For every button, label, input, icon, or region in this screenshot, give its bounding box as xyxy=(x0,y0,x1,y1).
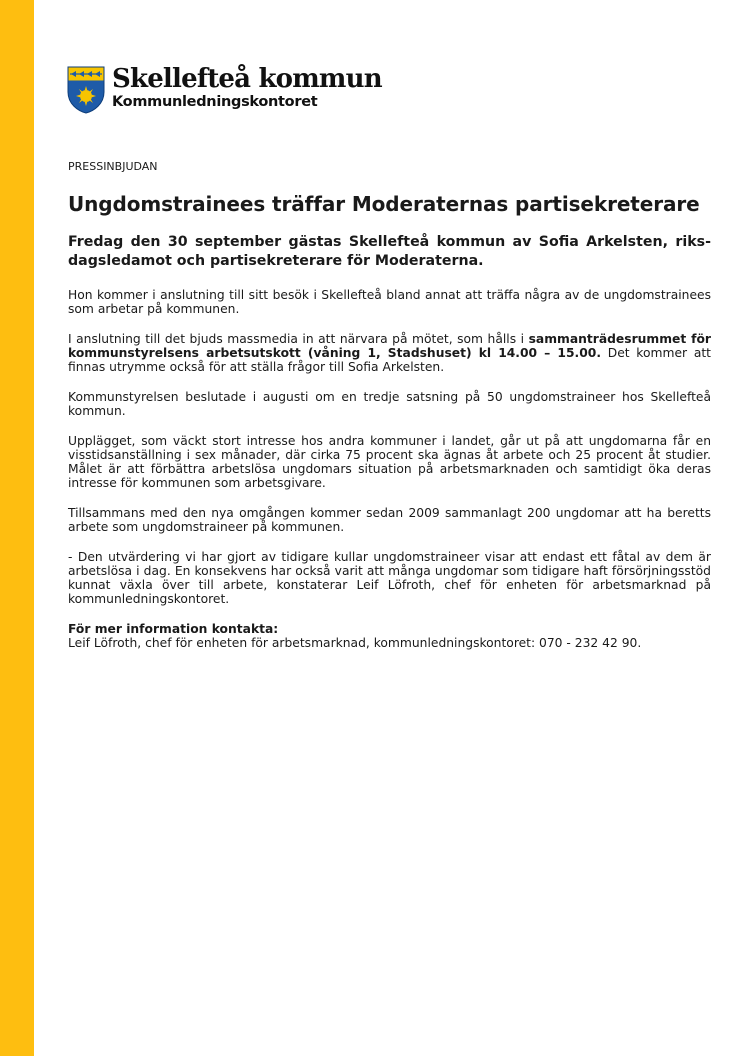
department-name: Kommunledningskontoret xyxy=(112,94,318,110)
paragraph-2-end: Det kommer att finnas utrymme också för att ställa frågor till Sofia Arkelsten. xyxy=(68,346,711,374)
lead-paragraph: Fredag den 30 september gästas Skellefteå kommun av Sofia Arkelsten, riksdagsledamot och partisekreterare för Moderaterna. xyxy=(68,234,711,269)
paragraph-2 xyxy=(68,332,711,374)
meeting-location: sammanträdesrummet för kommunstyrelsens arbetsutskott (våning 1, Stadshuset) kl 14.00 – 15.00. xyxy=(68,332,711,360)
paragraph-2-start: I anslutning till det bjuds massmedia in att närvara på mötet, som hålls i xyxy=(68,332,529,346)
coat-of-arms-icon xyxy=(67,66,105,114)
accent-side-bar xyxy=(0,0,34,1056)
paragraph-3: Kommunstyrelsen beslutade i augusti om en tredje satsning på 50 ungdomstraineer hos Skellefteå kommun. xyxy=(68,390,711,418)
press-release xyxy=(68,160,711,650)
paragraph-4: Upplägget, som väckt stort intresse hos andra kommuner i landet, går ut på att ungdomarna får en visstidsanställning i sex månader, där cirka 75 procent ska ägnas åt arbete och 25 procent åt studier. Målet är att förbättra arbetslösa ungdomars situation på arbetsmarknaden och samtidigt öka deras intresse för kommunen som arbetsgivare. xyxy=(68,434,711,490)
contact-heading: För mer information kontakta: xyxy=(68,622,279,636)
paragraph-6: - Den utvärdering vi har gjort av tidigare kullar ungdomstraineer visar att endast ett fåtal av dem är arbetslösa i dag. En konsekvens har också varit att många ungdomar som tidigare haft försörjningsstöd kunnat växla över till arbete, konstaterar Leif Löfroth, chef för enheten för arbetsmarknad på kommunledningskontoret. xyxy=(68,550,711,606)
page-title: Ungdomstrainees träffar Moderaternas partisekreterare xyxy=(68,192,700,216)
paragraph-1: Hon kommer i anslutning till sitt besök i Skellefteå bland annat att träffa några av de ungdomstrainees som arbetar på kommunen. xyxy=(68,288,711,316)
org-name: Skellefteå kommun xyxy=(112,64,382,94)
paragraph-5: Tillsammans med den nya omgången kommer sedan 2009 sammanlagt 200 ungdomar att ha beretts arbete som ungdomstraineer på kommunen. xyxy=(68,506,711,534)
contact-line: Leif Löfroth, chef för enheten för arbetsmarknad, kommunledningskontoret: 070 - 232 42 90. xyxy=(68,636,642,650)
document-label: PRESSINBJUDAN xyxy=(68,160,158,173)
